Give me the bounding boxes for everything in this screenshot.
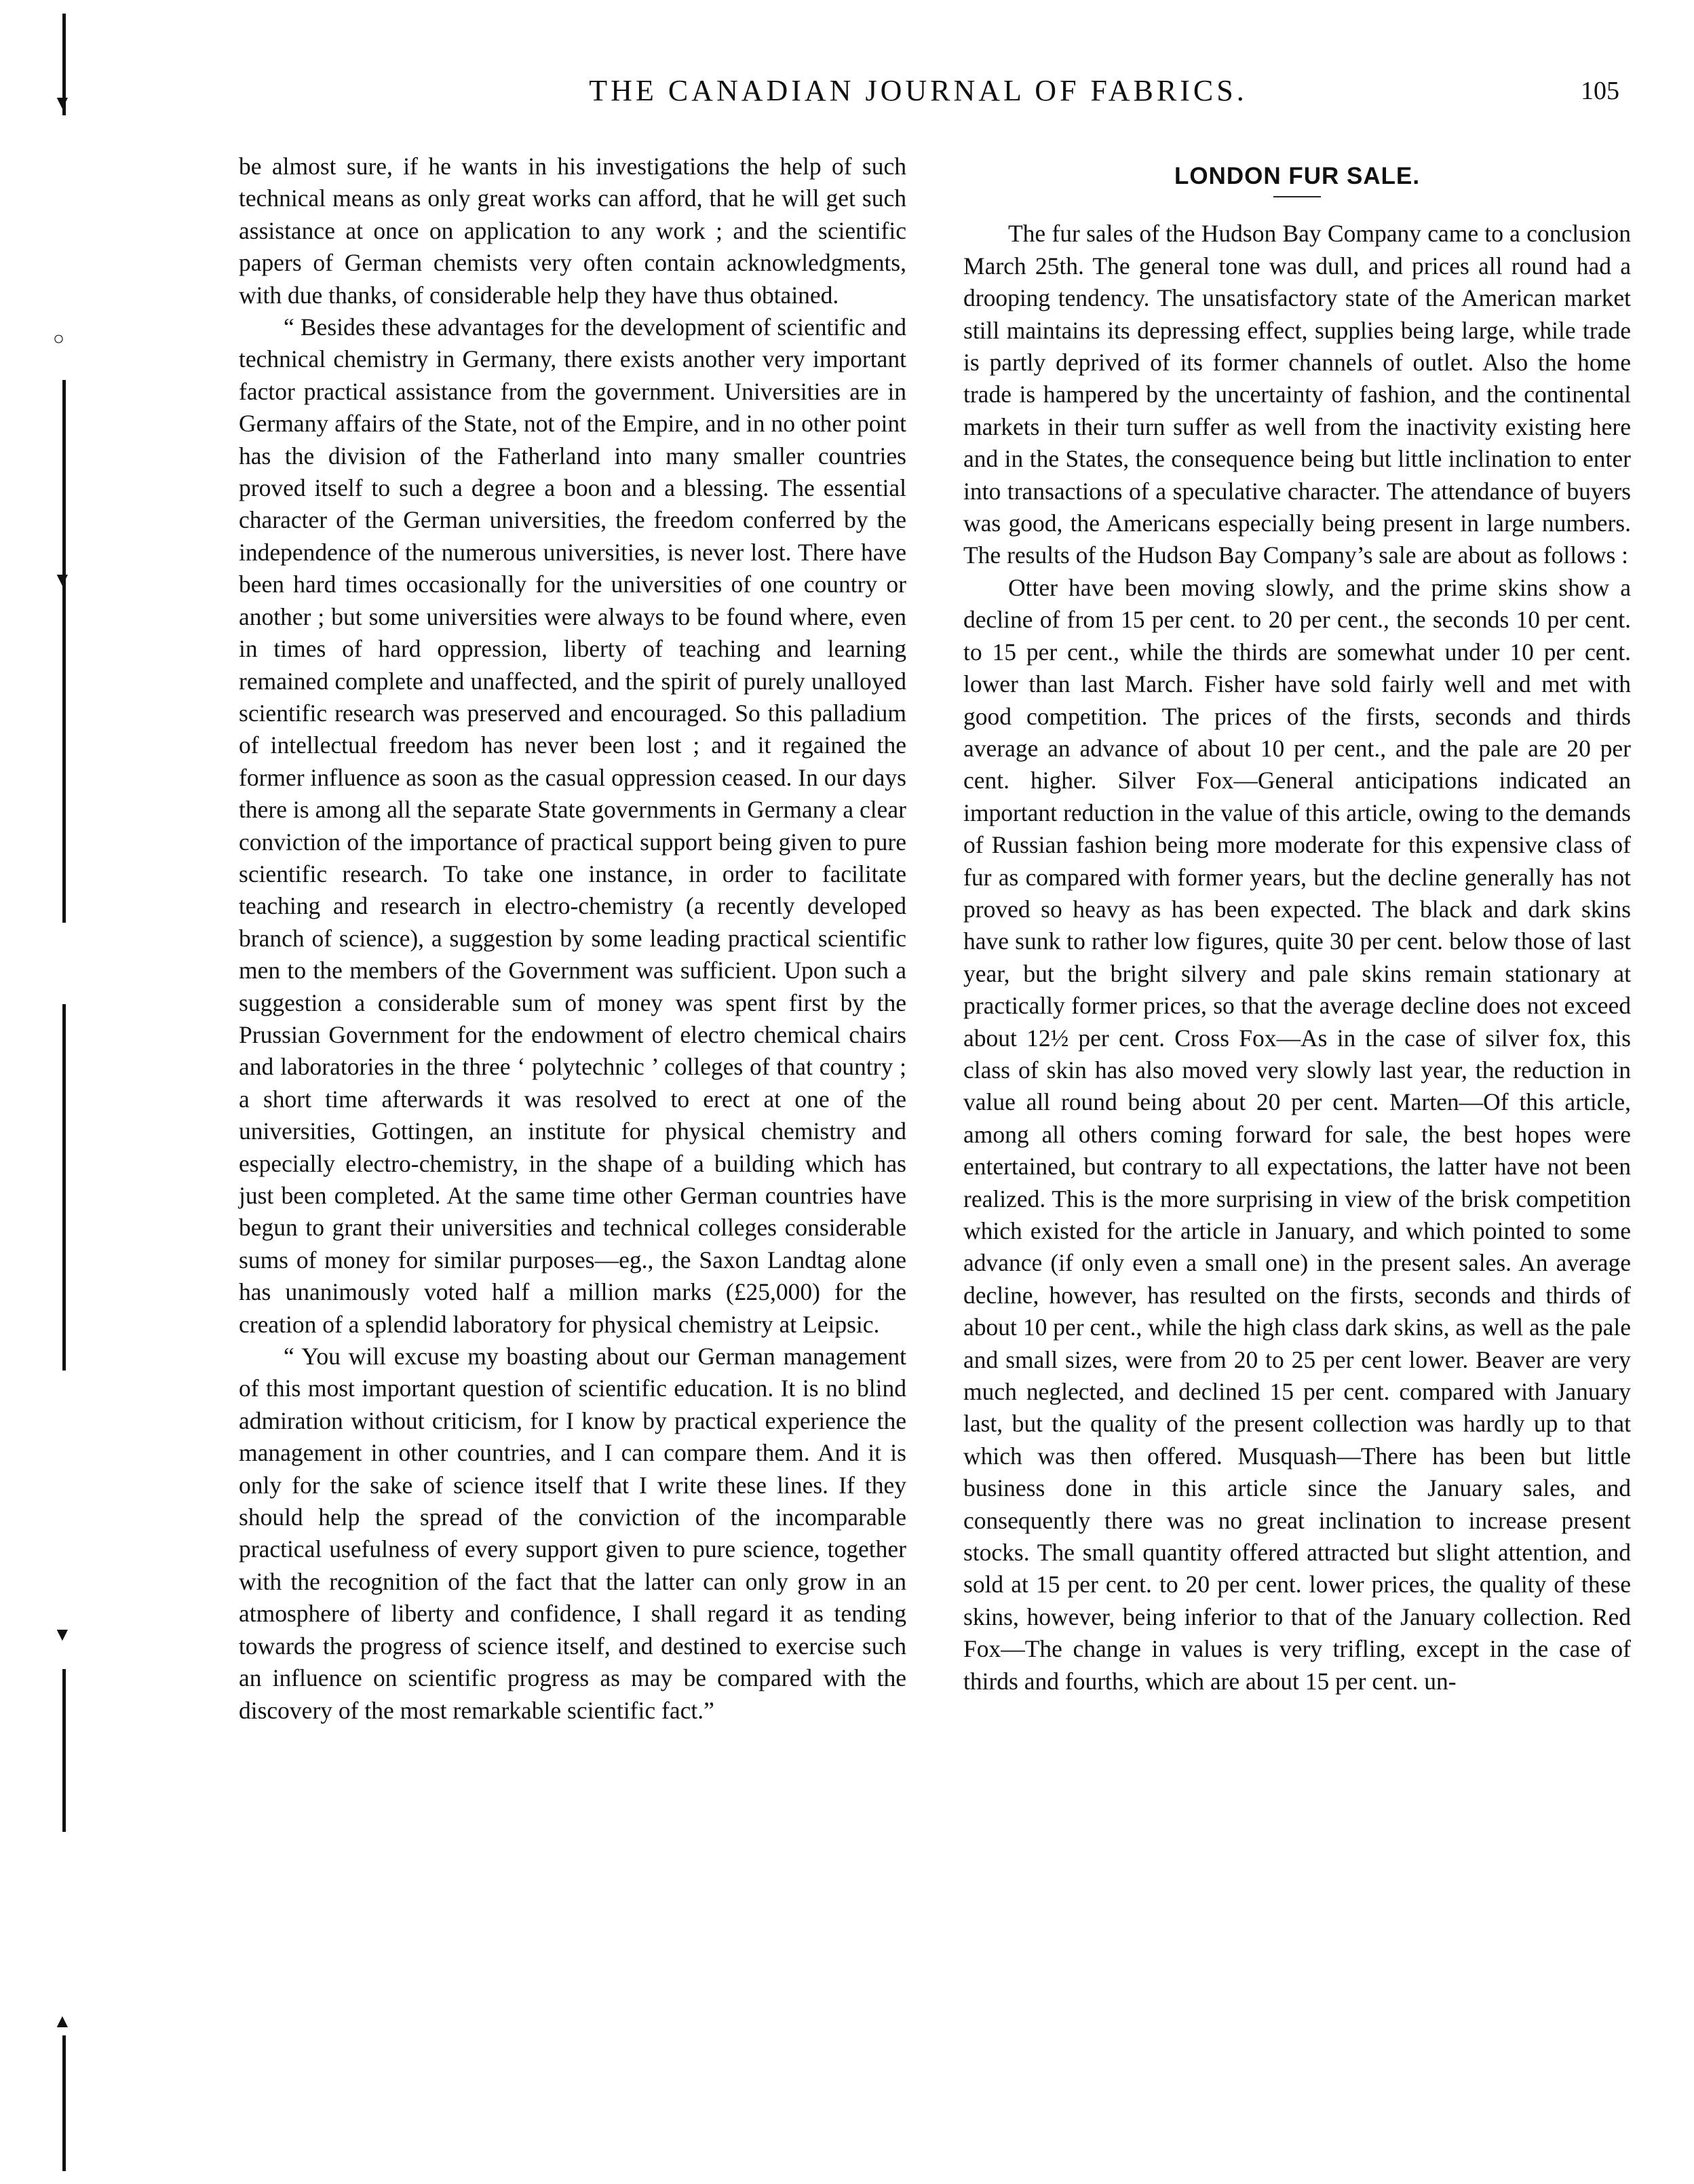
article-title: LONDON FUR SALE. — [1174, 163, 1421, 189]
binding-arrow-mark: ▲ — [53, 2011, 72, 2032]
left-column — [239, 151, 906, 1727]
binding-arrow-mark: ▼ — [53, 569, 72, 590]
title-rule — [1273, 196, 1321, 197]
body-paragraph: Otter have been moving slowly, and the prime skins show a decline of from 15 per cent. to 20 per cent., the seconds 10 per cent. to 15 per cent., while the thirds are somewhat under 10 per cent. lower than last March. Fisher have sold fairly well and met with good competition. The prices of the firsts, seconds and thirds average an advance of about 10 per cent., and the pale are 20 per cent. higher. Silver Fox—General anticipations indicated an important reduction in the value of this article, owing to the demands of Russian fashion being more moderate for this expensive class of fur as compared with former years, but the decline generally has not proved so heavy as has been expected. The black and dark skins have sunk to rather low figures, quite 30 per cent. below those of last year, but the bright silvery and pale skins remain stationary at practically former prices, so that the average decline does not exceed about 12½ per cent. Cross Fox—As in the case of silver fox, this class of skin has also moved very slowly last year, the reduction in value all round being about 20 per cent. Marten—Of this article, among all others coming forward for sale, the best hopes were entertained, but contrary to all expectations, the latter have not been realized. This is the more surprising in view of the brisk competition which existed for the article in January, and which pointed to some advance (if only even a small one) in the present sales. An average decline, however, has resulted on the firsts, seconds and thirds of about 10 per cent., while the high class dark skins, as well as the pale and small sizes, were from 20 to 25 per cent lower. Beaver are very much neglected, and declined 15 per cent. compared with January last, but the quality of the present collection was hardly up to that which was then offered. Musquash—There has been but little business done in this article since the January sales, and consequently there was no great inclination to increase present stocks. The small quantity offered attracted but slight attention, and sold at 15 per cent. to 20 per cent. lower prices, the quality of these skins, however, being inferior to that of the January collection. Red Fox—The change in values is very trifling, except in the case of thirds and fourths, which are about 15 per cent. un- — [963, 573, 1631, 1695]
body-paragraph: “ Besides these advantages for the development of scientific and technical chemistry in Germany, there exists another very important factor practical assistance from the government. Universities are in Germany affairs of the State, not of the Empire, and in no other point has the division of the Fatherland into many smaller countries proved itself to such a degree a boon and a blessing. The essential character of the German universities, the freedom conferred by the independence of the numerous universities, is never lost. There have been hard times occasionally for the universities of one country or another ; but some universities were always to be found where, even in times of hard oppression, liberty of teaching and learning remained complete and unaffected, and the spirit of purely unalloyed scientific research was preserved and encouraged. So this palladium of intellectual freedom has never been lost ; and it regained the former influence as soon as the casual oppression ceased. In our days there is among all the separate State governments in Germany a clear conviction of the importance of practical support being given to pure scientific research. To take one instance, in order to facilitate teaching and research in electro-chemistry (a recently developed branch of science), a suggestion by some leading practical scientific men to the members of the Government was sufficient. Upon such a suggestion a considerable sum of money was spent first by the Prussian Government for the endowment of electro chemical chairs and laboratories in the three ‘ polytechnic ’ colleges of that country ; a short time afterwards it was resolved to erect at one of the universities, Gottingen, an institute for physical chemistry and especially electro-chemistry, in the shape of a building which has just been completed. At the same time other German countries have begun to grant their universities and technical colleges considerable sums of money for similar purposes—eg., the Saxon Landtag alone has unanimously voted half a million marks (£25,000) for the creation of a splendid laboratory for physical chemistry at Leipsic. — [239, 313, 906, 1338]
page-header — [217, 73, 1619, 114]
body-paragraph: The fur sales of the Hudson Bay Company came to a conclusion March 25th. The general tone was dull, and prices all round had a drooping tendency. The unsatisfactory state of the American market still maintains its depressing effect, supplies being large, while trade is partly deprived of its former channels of outlet. Also the home trade is hampered by the uncertainty of fashion, and the continental markets in their turn suffer as well from the inactivity existing here and in the States, the consequence being but little inclination to enter into transactions of a speculative character. The attendance of buyers was good, the Americans especially being present in large numbers. The results of the Hudson Bay Company’s sale are about as follows : — [963, 220, 1631, 569]
page-number: 105 — [1581, 77, 1619, 105]
binding-edge-line — [62, 380, 66, 923]
binding-arrow-mark: ▼ — [53, 1624, 72, 1645]
binding-edge-line — [62, 1669, 66, 1832]
right-column — [963, 151, 1631, 1698]
running-title: THE CANADIAN JOURNAL OF FABRICS. — [589, 74, 1248, 107]
binding-ring-mark: ○ — [53, 328, 64, 349]
body-paragraph: be almost sure, if he wants in his investigations the help of such technical means as only great works can afford, that he will get such assistance at once on application to any work ; and the scientific papers of German chemists very often contain acknowledgments, with due thanks, of considerable help they have thus obtained. — [239, 153, 906, 309]
body-paragraph: “ You will excuse my boasting about our German management of this most important question of scientific education. It is no blind admiration without criticism, for I know by practical experience the management in other countries, and I can compare them. And it is only for the sake of science itself that I write these lines. If they should help the spread of the conviction of the incomparable practical usefulness of every support given to pure science, together with the recognition of the fact that the latter can only grow in an atmosphere of liberty and confidence, I shall regard it as tending towards the progress of science itself, and destined to exercise such an influence on scientific progress as may be compared with the discovery of the most remarkable scientific fact.” — [239, 1343, 906, 1724]
binding-edge-line — [62, 1004, 66, 1371]
binding-arrow-mark: ▼ — [53, 92, 72, 113]
binding-edge-line — [62, 2035, 66, 2171]
